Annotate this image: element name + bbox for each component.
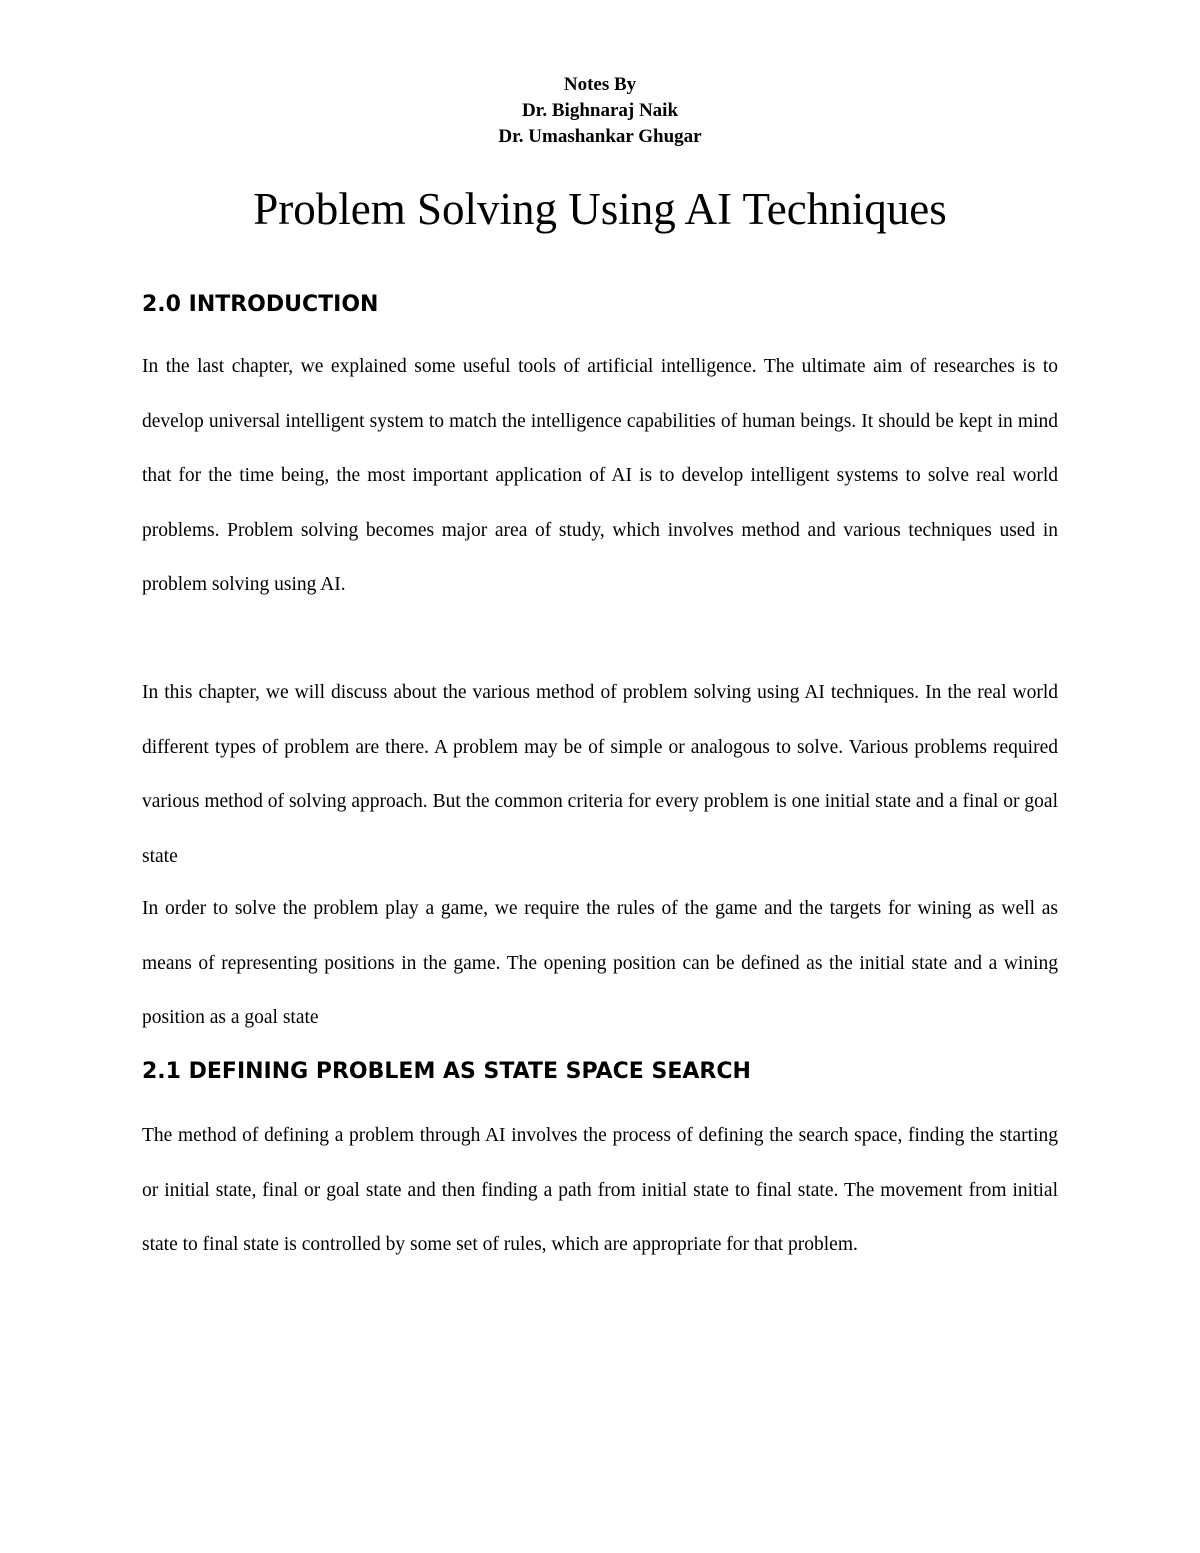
paragraph-intro-3: In order to solve the problem play a game, we require the rules of the game and the targets for wining as well as means of representing positions in the game. The opening position can be defined as the initial state and a wining position as a goal state <box>142 898 1058 1028</box>
paragraph-intro-2: In this chapter, we will discuss about the various method of problem solving using AI techniques. In the real world different types of problem are there. A problem may be of simple or analogous to solve. Various problems required various method of solving approach. But the common criteria for every problem is one initial state and a final or goal state <box>142 682 1058 867</box>
section-heading-state-space: 2.1 DEFINING PROBLEM AS STATE SPACE SEARCH <box>142 1059 751 1084</box>
section-heading-introduction: 2.0 INTRODUCTION <box>142 292 379 317</box>
document-title: Problem Solving Using AI Techniques <box>253 184 947 234</box>
paragraph-state-space-1: The method of defining a problem through AI involves the process of defining the search space, finding the starting or initial state, final or goal state and then finding a path from initial state to final state. The movement from initial state to final state is controlled by some set of rules, which are appropriate for that problem. <box>142 1125 1058 1255</box>
paragraph-intro-1: In the last chapter, we explained some useful tools of artificial intelligence. The ultimate aim of researches is to develop universal intelligent system to match the intelligence capabilities of human beings. It should be kept in mind that for the time being, the most important application of AI is to develop intelligent systems to solve real world problems. Problem solving becomes major area of study, which involves method and various techniques used in problem solving using AI. <box>142 356 1058 595</box>
notes-by-line: Notes By <box>563 74 637 95</box>
author-header <box>0 72 1200 150</box>
author-name-1: Dr. Bighnaraj Naik <box>521 100 679 121</box>
author-name-2: Dr. Umashankar Ghugar <box>498 126 702 147</box>
